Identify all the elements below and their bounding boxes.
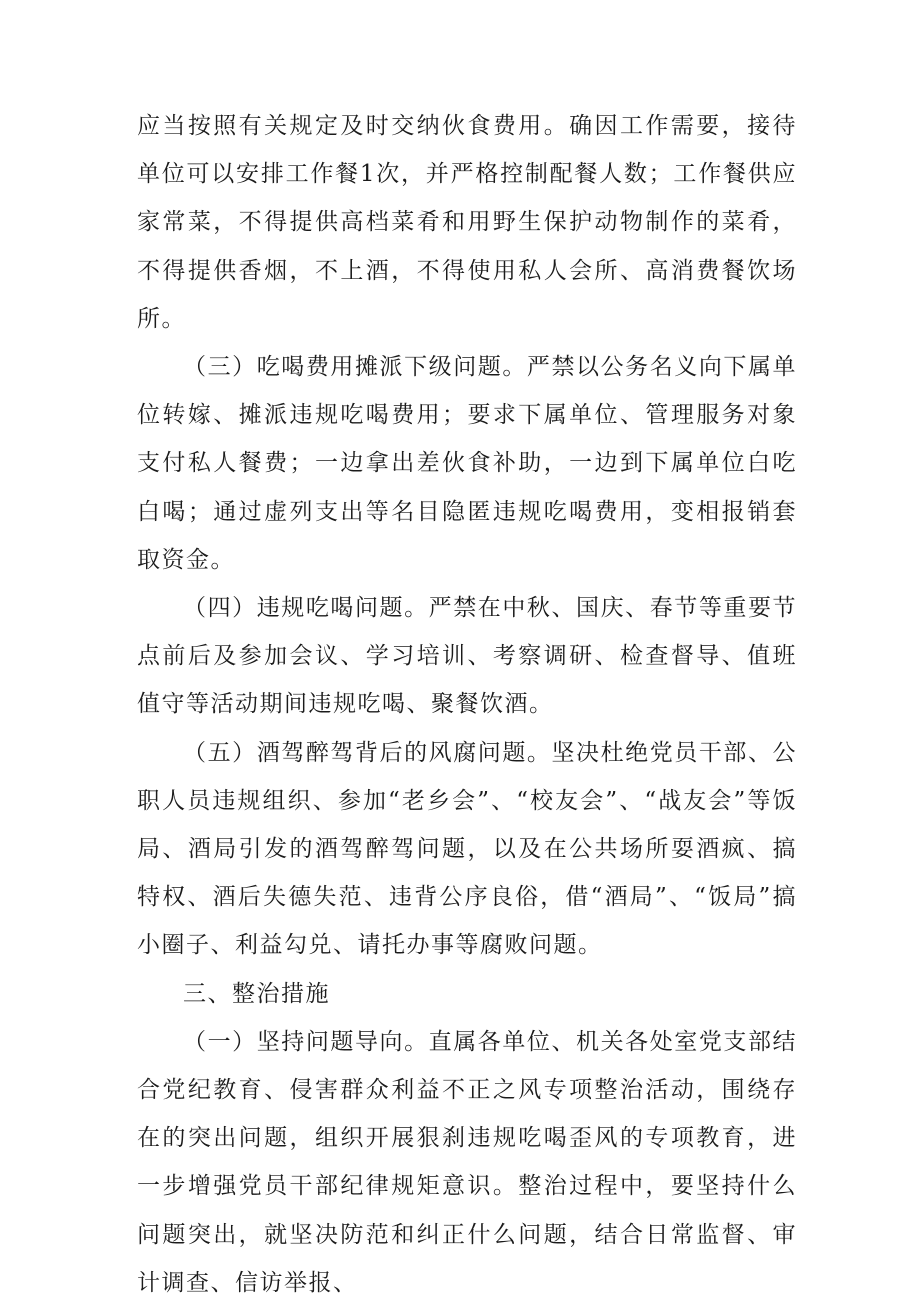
paragraph-continuation: 应当按照有关规定及时交纳伙食费用。确因工作需要，接待单位可以安排工作餐1次，并严格控制配餐人数；工作餐供应家常菜，不得提供高档菜肴和用野生保护动物制作的菜肴，不得提供香烟，不上酒，不得使用私人会所、高消费餐饮场所。	[137, 113, 797, 332]
paragraph-item-5: （五）酒驾醉驾背后的风腐问题。坚决杜绝党员干部、公职人员违规组织、参加“老乡会”、“校友会”、“战友会”等饭局、酒局引发的酒驾醉驾问题，以及在公共场所耍酒疯、搞特权、酒后失德失范、违背公序良俗，借“酒局”、“饭局”搞小圈子、利益勾兑、请托办事等腐败问题。	[137, 739, 797, 959]
paragraph-item-4: （四）违规吃喝问题。严禁在中秋、国庆、春节等重要节点前后及参加会议、学习培训、考察调研、检查督导、值班值守等活动期间违规吃喝、聚餐饮酒。	[137, 595, 797, 718]
paragraph-item-3: （三）吃喝费用摊派下级问题。严禁以公务名义向下属单位转嫁、摊派违规吃喝费用；要求下属单位、管理服务对象支付私人餐费；一边拿出差伙食补助，一边到下属单位白吃白喝；通过虚列支出等名目隐匿违规吃喝费用，变相报销套取资金。	[137, 354, 797, 573]
section-heading-measures: 三、整治措施	[183, 980, 330, 1007]
paragraph-measure-1: （一）坚持问题导向。直属各单位、机关各处室党支部结合党纪教育、侵害群众利益不正之风专项整治活动，围绕存在的突出问题，组织开展狠刹违规吃喝歪风的专项教育，进一步增强党员干部纪律规矩意识。整治过程中，要坚持什么问题突出，就坚决防范和纠正什么问题，结合日常监督、审计调查、信访举报、	[137, 1028, 797, 1296]
document-body	[137, 102, 797, 1307]
